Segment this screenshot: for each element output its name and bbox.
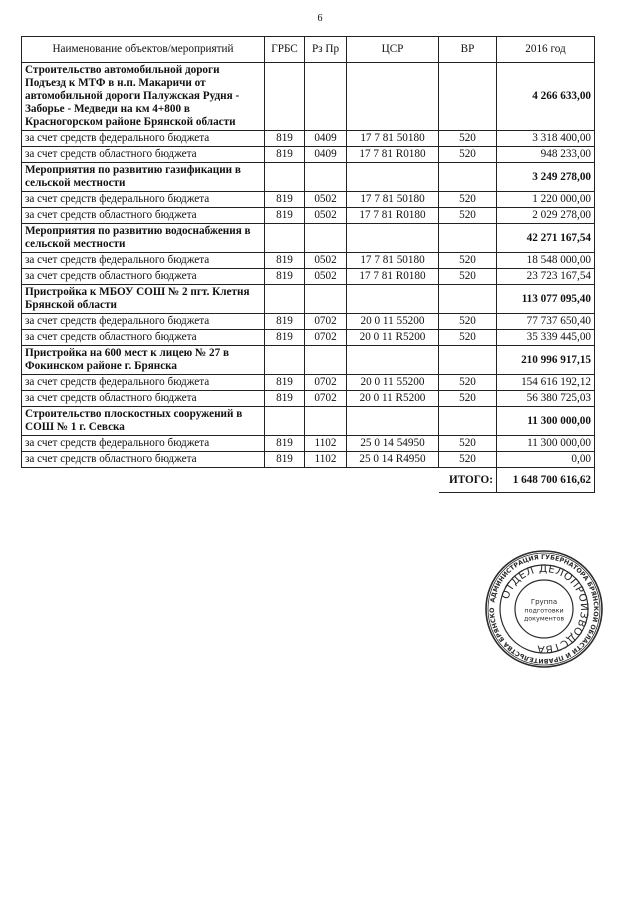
rzpr-cell xyxy=(305,163,347,192)
vr-cell xyxy=(439,163,497,192)
vr-cell: 520 xyxy=(439,147,497,163)
csr-cell: 17 7 81 50180 xyxy=(347,131,439,147)
total-amount: 1 648 700 616,62 xyxy=(497,468,595,493)
rzpr-cell xyxy=(305,285,347,314)
vr-cell: 520 xyxy=(439,131,497,147)
funding-row xyxy=(22,269,595,285)
funding-row xyxy=(22,391,595,407)
funding-amount: 154 616 192,12 xyxy=(497,375,595,391)
csr-cell: 17 7 81 50180 xyxy=(347,253,439,269)
funding-row xyxy=(22,375,595,391)
funding-row xyxy=(22,436,595,452)
rzpr-cell: 0702 xyxy=(305,391,347,407)
funding-source: за счет средств федерального бюджета xyxy=(22,436,265,452)
funding-row xyxy=(22,314,595,330)
table-header-row xyxy=(22,37,595,63)
grbs-cell: 819 xyxy=(265,208,305,224)
department-stamp xyxy=(484,549,604,669)
vr-cell xyxy=(439,407,497,436)
object-row xyxy=(22,346,595,375)
object-amount: 4 266 633,00 xyxy=(497,63,595,131)
csr-cell: 25 0 14 R4950 xyxy=(347,452,439,468)
rzpr-cell: 0409 xyxy=(305,147,347,163)
grbs-cell: 819 xyxy=(265,253,305,269)
object-amount: 11 300 000,00 xyxy=(497,407,595,436)
grbs-cell: 819 xyxy=(265,131,305,147)
vr-cell xyxy=(439,224,497,253)
vr-cell: 520 xyxy=(439,330,497,346)
grbs-cell xyxy=(265,163,305,192)
funding-row xyxy=(22,208,595,224)
funding-row xyxy=(22,452,595,468)
grbs-cell: 819 xyxy=(265,269,305,285)
object-amount: 113 077 095,40 xyxy=(497,285,595,314)
funding-amount: 1 220 000,00 xyxy=(497,192,595,208)
svg-text:ОТДЕЛ ДЕЛОПРОИЗВОДСТВА: ОТДЕЛ ДЕЛОПРОИЗВОДСТВА xyxy=(499,562,591,656)
rzpr-cell: 0409 xyxy=(305,131,347,147)
vr-cell xyxy=(439,63,497,131)
csr-cell: 25 0 14 54950 xyxy=(347,436,439,452)
svg-text:Группа: Группа xyxy=(530,598,558,606)
grbs-cell: 819 xyxy=(265,375,305,391)
object-amount: 42 271 167,54 xyxy=(497,224,595,253)
column-header: ВР xyxy=(439,37,497,63)
object-amount: 3 249 278,00 xyxy=(497,163,595,192)
funding-row xyxy=(22,330,595,346)
funding-source: за счет средств областного бюджета xyxy=(22,452,265,468)
funding-source: за счет средств федерального бюджета xyxy=(22,253,265,269)
rzpr-cell: 1102 xyxy=(305,436,347,452)
object-name: Пристройка к МБОУ СОШ № 2 пгт. Клетня Брянской области xyxy=(22,285,265,314)
funding-amount: 0,00 xyxy=(497,452,595,468)
funding-source: за счет средств областного бюджета xyxy=(22,269,265,285)
funding-source: за счет средств областного бюджета xyxy=(22,147,265,163)
funding-source: за счет средств областного бюджета xyxy=(22,208,265,224)
object-row xyxy=(22,407,595,436)
vr-cell xyxy=(439,285,497,314)
rzpr-cell: 1102 xyxy=(305,452,347,468)
vr-cell: 520 xyxy=(439,375,497,391)
csr-cell: 20 0 11 55200 xyxy=(347,375,439,391)
funding-amount: 56 380 725,03 xyxy=(497,391,595,407)
funding-source: за счет средств областного бюджета xyxy=(22,391,265,407)
page-number: 6 xyxy=(317,13,323,24)
funding-row xyxy=(22,192,595,208)
funding-amount: 35 339 445,00 xyxy=(497,330,595,346)
object-name: Пристройка на 600 мест к лицею № 27 в Фокинском районе г. Брянска xyxy=(22,346,265,375)
csr-cell xyxy=(347,63,439,131)
vr-cell: 520 xyxy=(439,391,497,407)
svg-text:АДМИНИСТРАЦИЯ ГУБЕРНАТОРА БРЯН: АДМИНИСТРАЦИЯ ГУБЕРНАТОРА БРЯНСКОЙ ОБЛАСТИ И ПРАВИТЕЛЬСТВА БРЯНСКО xyxy=(488,553,600,665)
funding-amount: 2 029 278,00 xyxy=(497,208,595,224)
grbs-cell xyxy=(265,63,305,131)
csr-cell xyxy=(347,407,439,436)
vr-cell: 520 xyxy=(439,253,497,269)
funding-source: за счет средств федерального бюджета xyxy=(22,375,265,391)
funding-amount: 11 300 000,00 xyxy=(497,436,595,452)
rzpr-cell: 0702 xyxy=(305,330,347,346)
grbs-cell xyxy=(265,224,305,253)
csr-cell xyxy=(347,163,439,192)
csr-cell xyxy=(347,346,439,375)
column-header: ГРБС xyxy=(265,37,305,63)
csr-cell: 17 7 81 R0180 xyxy=(347,147,439,163)
object-name: Строительство автомобильной дороги Подъезд к МТФ в н.п. Макаричи от автомобильной дороги Палужская Рудня - Заборье - Медведи на км 4+800 в Красногорском районе Брянской области xyxy=(22,63,265,131)
vr-cell: 520 xyxy=(439,314,497,330)
funding-source: за счет средств областного бюджета xyxy=(22,330,265,346)
total-row xyxy=(22,468,595,493)
object-row xyxy=(22,224,595,253)
object-amount: 210 996 917,15 xyxy=(497,346,595,375)
csr-cell: 20 0 11 R5200 xyxy=(347,391,439,407)
object-name: Мероприятия по развитию газификации в сельской местности xyxy=(22,163,265,192)
rzpr-cell: 0502 xyxy=(305,269,347,285)
svg-text:документов: документов xyxy=(523,614,565,623)
object-row xyxy=(22,285,595,314)
stamp-seal-icon xyxy=(484,549,604,669)
csr-cell: 20 0 11 R5200 xyxy=(347,330,439,346)
funding-row xyxy=(22,147,595,163)
grbs-cell xyxy=(265,346,305,375)
csr-cell xyxy=(347,285,439,314)
csr-cell: 17 7 81 R0180 xyxy=(347,269,439,285)
vr-cell: 520 xyxy=(439,208,497,224)
funding-amount: 77 737 650,40 xyxy=(497,314,595,330)
rzpr-cell xyxy=(305,63,347,131)
vr-cell: 520 xyxy=(439,269,497,285)
column-header: Рз Пр xyxy=(305,37,347,63)
rzpr-cell: 0502 xyxy=(305,253,347,269)
svg-text:подготовки: подготовки xyxy=(524,606,564,615)
funding-amount: 18 548 000,00 xyxy=(497,253,595,269)
grbs-cell: 819 xyxy=(265,436,305,452)
object-row xyxy=(22,63,595,131)
grbs-cell: 819 xyxy=(265,452,305,468)
funding-amount: 3 318 400,00 xyxy=(497,131,595,147)
grbs-cell: 819 xyxy=(265,147,305,163)
rzpr-cell xyxy=(305,224,347,253)
csr-cell xyxy=(347,224,439,253)
rzpr-cell: 0702 xyxy=(305,314,347,330)
grbs-cell: 819 xyxy=(265,391,305,407)
funding-source: за счет средств федерального бюджета xyxy=(22,192,265,208)
column-header: ЦСР xyxy=(347,37,439,63)
vr-cell: 520 xyxy=(439,192,497,208)
funding-source: за счет средств федерального бюджета xyxy=(22,314,265,330)
column-header: 2016 год xyxy=(497,37,595,63)
rzpr-cell: 0702 xyxy=(305,375,347,391)
object-row xyxy=(22,163,595,192)
rzpr-cell: 0502 xyxy=(305,208,347,224)
rzpr-cell xyxy=(305,346,347,375)
rzpr-cell: 0502 xyxy=(305,192,347,208)
funding-row xyxy=(22,253,595,269)
vr-cell: 520 xyxy=(439,436,497,452)
csr-cell: 17 7 81 50180 xyxy=(347,192,439,208)
total-label: ИТОГО: xyxy=(439,468,497,493)
funding-amount: 23 723 167,54 xyxy=(497,269,595,285)
funding-row xyxy=(22,131,595,147)
budget-table xyxy=(21,36,595,493)
grbs-cell: 819 xyxy=(265,314,305,330)
grbs-cell: 819 xyxy=(265,330,305,346)
rzpr-cell xyxy=(305,407,347,436)
object-name: Строительство плоскостных сооружений в СОШ № 1 г. Севска xyxy=(22,407,265,436)
grbs-cell xyxy=(265,285,305,314)
vr-cell xyxy=(439,346,497,375)
funding-amount: 948 233,00 xyxy=(497,147,595,163)
column-header: Наименование объектов/мероприятий xyxy=(22,37,265,63)
grbs-cell: 819 xyxy=(265,192,305,208)
csr-cell: 20 0 11 55200 xyxy=(347,314,439,330)
vr-cell: 520 xyxy=(439,452,497,468)
object-name: Мероприятия по развитию водоснабжения в сельской местности xyxy=(22,224,265,253)
grbs-cell xyxy=(265,407,305,436)
csr-cell: 17 7 81 R0180 xyxy=(347,208,439,224)
funding-source: за счет средств федерального бюджета xyxy=(22,131,265,147)
